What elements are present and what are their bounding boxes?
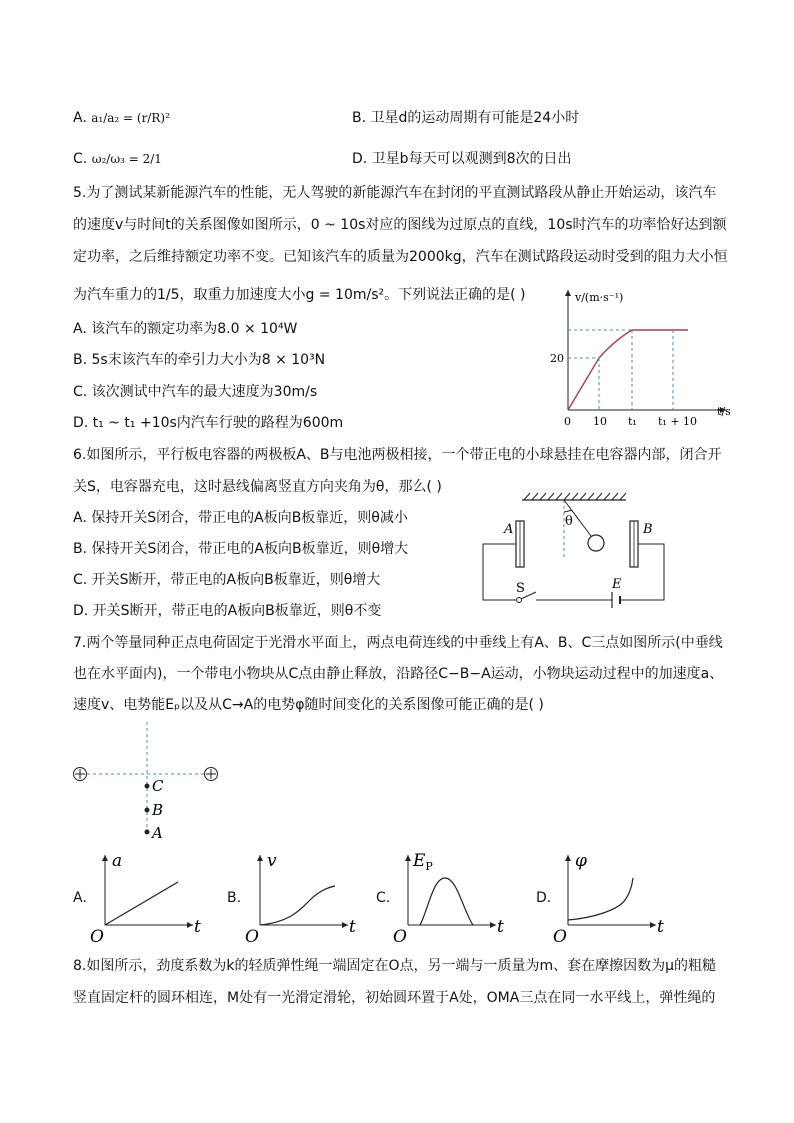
q7-stem-line-2: 也在水平面内)，一个带电小物块从C点由静止释放，沿路径C−B−A运动，小物块运动过程中的加速度a、 [73,666,724,682]
q6-angle-arc [564,510,572,512]
q5-origin: 0 [564,415,571,428]
q6-option-a: A. 保持开关S闭合，带正电的A板向B板靠近，则θ减小 [73,510,408,526]
q7-stem-line-3: 速度v、电势能Eₚ以及从C→A的电势φ随时间变化的关系图像可能正确的是( ) [73,697,544,713]
q5-x-label: t/s [717,405,731,418]
q5-option-a: A. 该汽车的额定功率为8.0 × 10⁴W [73,321,298,337]
q7-graph-a-curve [105,882,178,925]
q7-charges-figure [70,720,230,845]
q4-option-c-formula: ω₂/ω₃ = 2/1 [91,152,162,166]
q7-positive-charge-right [205,768,218,781]
q6-option-b: B. 保持开关S闭合，带正电的A板向B板靠近，则θ增大 [73,541,409,557]
q7-graph-c-curve [420,878,473,925]
q6-stem-line-1: 6.如图所示，平行板电容器的两极板A、B与电池两极相接，一个带正电的小球悬挂在电容器内部，闭合开 [73,447,722,463]
q6-wire-right [620,544,664,600]
q6-ceiling-hatch [524,493,626,500]
q6-stem-line-2: 关S，电容器充电，这时悬线偏离竖直方向夹角为θ，那么( ) [73,479,442,495]
q5-x-tick-t1: t₁ [628,415,637,428]
q6-switch-pivot [517,598,522,603]
q4-option-a-prefix: A. [73,110,87,126]
q5-x-tick-t1-plus-10: t₁ + 10 [658,415,698,428]
q7-graph-d-curve [568,878,633,920]
q7-graph-c-origin: O [393,927,407,947]
q7-graph-d-origin: O [553,927,567,947]
q7-point-c-label: C [152,777,164,795]
q6-capacitor-circuit [478,488,678,608]
q7-graph-d-x-label: t [657,917,664,937]
q7-graph-d-option: D. [536,890,552,906]
q5-option-d: D. t₁ ~ t₁ +10s内汽车行驶的路程为600m [73,415,344,431]
q7-point-b-dot [145,808,150,813]
q7-graph-c-option: C. [376,890,391,906]
q7-graph-b-origin: O [245,927,259,947]
q7-graph-a-origin: O [90,927,104,947]
q7-graph-b-option: B. [227,890,242,906]
q8-stem-line-1: 8.如图所示，劲度系数为k的轻质弹性绳一端固定在O点，另一端与一质量为m、套在摩擦因数为μ的粗糙 [73,958,717,974]
q6-switch-label: S [516,581,525,596]
q7-graph-d-y-label: φ [575,851,587,871]
q7-graph-b-x-label: t [349,917,356,937]
q5-stem-line-1: 5.为了测试某新能源汽车的性能，无人驾驶的新能源汽车在封闭的平直测试路段从静止开始运动，该汽车 [73,185,717,201]
q7-graph-c [393,850,513,945]
q7-graph-a [90,850,210,945]
q5-stem-line-4: 为汽车重力的1/5，取重力加速度大小g = 10m/s²。下列说法正确的是( ) [73,287,526,303]
q5-stem-line-3: 定功率，之后维持额定功率不变。已知该汽车的质量为2000kg，汽车在测试路段运动时受到的阻力大小恒 [73,249,728,265]
q5-velocity-curve [568,330,688,410]
q7-graph-b-curve [260,886,335,925]
q7-positive-charge-left [74,768,87,781]
q7-point-a-dot [145,830,150,835]
q5-velocity-time-graph [540,285,740,435]
q6-plate-a-label: A [504,522,514,537]
q5-y-label: v/(m·s⁻¹) [575,291,624,304]
q5-option-b: B. 5s末该汽车的牵引力大小为8 × 10³N [73,352,326,368]
q5-stem-line-2: 的速度v与时间t的关系图像如图所示，0 ~ 10s对应的图线为过原点的直线，10s时汽车的功率恰好达到额 [73,217,727,233]
q4-option-b: B. 卫星d的运动周期有可能是24小时 [352,110,580,126]
q7-point-c-dot [145,784,150,789]
q7-graph-a-x-label: t [194,917,201,937]
q7-graph-d [553,850,673,945]
q4-option-c [73,149,162,169]
q7-graph-b [245,850,365,945]
q6-option-c: C. 开关S断开，带正电的A板向B板靠近，则θ增大 [73,572,381,588]
q7-graph-c-y-label: $E_P$ [413,851,433,873]
q7-graph-a-option: A. [73,890,87,906]
q6-plate-b-label: B [643,522,653,537]
q6-charged-ball [588,535,604,551]
q7-stem-line-1: 7.两个等量同种正点电荷固定于光滑水平面上，两点电荷连线的中垂线上有A、B、C三点如图所示(中垂线 [73,635,723,651]
q4-option-a-formula: a₁/a₂ = (r/R)² [91,111,170,125]
q4-option-d: D. 卫星b每天可以观测到8次的日出 [352,151,572,167]
q5-y-tick-20: 20 [550,352,564,365]
q7-graph-c-x-label: t [497,917,504,937]
q5-option-c: C. 该次测试中汽车的最大速度为30m/s [73,384,318,400]
q8-stem-line-2: 竖直固定杆的圆环相连，M处有一光滑定滑轮，初始圆环置于A处，OMA三点在同一水平线上，弹性绳的 [73,990,716,1006]
q4-option-a [73,108,170,128]
q6-option-d: D. 开关S断开，带正电的A板向B板靠近，则θ不变 [73,603,382,619]
q7-point-b-label: B [152,801,164,819]
q4-option-c-prefix: C. [73,151,88,167]
q6-angle-label: θ [565,514,573,529]
q5-x-tick-10: 10 [593,415,607,428]
q7-graph-b-y-label: v [267,851,277,871]
q7-point-a-label: A [152,824,163,842]
q6-battery-label: E [612,577,622,592]
q7-graph-a-y-label: a [112,851,123,871]
q6-wire-left [483,544,516,600]
